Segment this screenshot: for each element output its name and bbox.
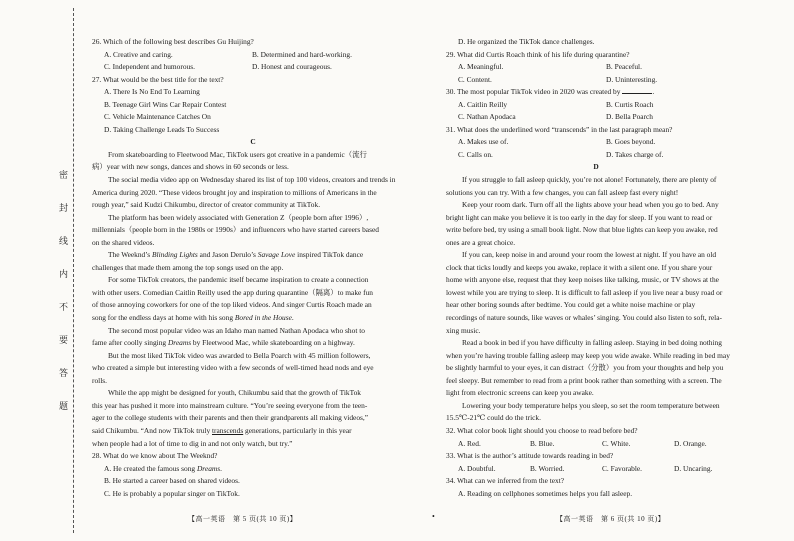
q33-options bbox=[446, 463, 746, 476]
q32-option-c[interactable]: C. White. bbox=[602, 438, 631, 448]
page-footer-right: 【高一英语 第 6 页(共 10 页)】 bbox=[556, 515, 666, 523]
q30-options-row2 bbox=[446, 111, 746, 124]
passage-d-line: Keep your room dark. Turn off all the lights above your head when you go to bed. Any bbox=[462, 200, 719, 210]
passage-d-line: solutions you can try. With a few changes, you can fall asleep fast every night! bbox=[446, 187, 679, 197]
text-run: A. He created the famous song bbox=[104, 463, 197, 473]
song-title: Savage Love bbox=[257, 250, 296, 260]
q32-option-b[interactable]: B. Blue. bbox=[530, 438, 555, 448]
q26-option-c[interactable]: C. Independent and humorous. bbox=[104, 62, 195, 72]
page-footer-left: 【高一英语 第 5 页(共 10 页)】 bbox=[188, 515, 298, 523]
passage-c-line: rough year,” said Kudzi Chikumbu, director of creator community at TikTok. bbox=[92, 200, 321, 210]
passage-c-line: The second most popular video was an Idaho man named Nathan Apodaca who shot to bbox=[108, 325, 365, 335]
q27-option-c[interactable]: C. Vehicle Maintenance Catches On bbox=[104, 112, 211, 122]
passage-d-line: write before bed, try using a small book light. Now that blue lights can keep you awake, red bbox=[446, 225, 718, 235]
q28-option-d[interactable]: D. He organized the TikTok dance challenges. bbox=[458, 37, 595, 46]
q31-options-row2 bbox=[446, 149, 746, 162]
passage-d-line: Read a book in bed if you have difficulty in falling asleep. Staying in bed doing nothing bbox=[462, 338, 722, 348]
q29-option-b[interactable]: B. Peaceful. bbox=[606, 62, 642, 72]
passage-c-line: with other users. Comedian Caitlin Reilly used the app during quarantine（隔离）to make fun bbox=[92, 287, 373, 297]
q28-option-c[interactable]: C. He is probably a popular singer on TikTok. bbox=[104, 488, 240, 498]
question-26: 26. Which of the following best describes Gu Huijing? bbox=[92, 37, 254, 46]
q30-options-row1 bbox=[446, 99, 746, 112]
passage-d-line: home with anyone else, request that they keep noises like talking, music, or TV shows at the bbox=[446, 275, 719, 285]
q29-option-d[interactable]: D. Uninteresting. bbox=[606, 74, 658, 84]
passage-c-line: For some TikTok creators, the pandemic itself became inspiration to create a connection bbox=[108, 275, 369, 285]
passage-d-line: be slightly harmful to your eyes, it can distract（分散）you from your thoughts and help you bbox=[446, 363, 724, 373]
question-27: 27. What would be the best title for the text? bbox=[92, 74, 224, 84]
text-run: . bbox=[291, 313, 294, 323]
q32-option-a[interactable]: A. Red. bbox=[458, 438, 481, 448]
q26-options-row2 bbox=[92, 61, 414, 74]
song-title: Dreams bbox=[196, 463, 221, 473]
center-dot: • bbox=[432, 512, 435, 521]
text-run: fame after coolly singing bbox=[92, 338, 168, 348]
answer-blank bbox=[622, 86, 655, 97]
question-33: 33. What is the author’s attitude towards reading in bed? bbox=[446, 451, 614, 461]
margin-warning: 密封线内不要答题 bbox=[58, 170, 68, 434]
q27-option-d[interactable]: D. Taking Challenge Leads To Success bbox=[104, 124, 220, 134]
q34-option-a[interactable]: A. Reading on cellphones sometimes helps you fall asleep. bbox=[458, 488, 633, 498]
passage-c-line: of those annoying coworkers for one of the top liked videos. And singer Curtis Roach made an bbox=[92, 300, 372, 310]
q27-option-a[interactable]: A. There Is No End To Learning bbox=[104, 87, 200, 97]
text-run: . bbox=[220, 463, 222, 473]
q31-option-d[interactable]: D. Takes charge of. bbox=[606, 149, 664, 159]
passage-d-line: If you struggle to fall asleep quickly, you’re not alone! Fortunately, there are plenty of bbox=[462, 175, 717, 185]
q26-option-d[interactable]: D. Honest and courageous. bbox=[252, 62, 332, 72]
passage-d-line: If you can, keep noise in and around your room the lowest at night. If you have an old bbox=[462, 250, 717, 260]
passage-c-line: when people had a lot of time to dig in and not only watch, but try.” bbox=[92, 438, 293, 448]
passage-c-line: who created a simple but interesting video with a few seconds of well-timed head nods and eye bbox=[92, 363, 374, 373]
passage-d-line: Lowering your body temperature helps you sleep, so set the room temperature between bbox=[462, 400, 720, 410]
seal-line bbox=[73, 8, 74, 533]
song-title: Dreams bbox=[167, 338, 192, 348]
passage-d-line: hear other boring sounds after bedtime. You could get a white noise machine or play bbox=[446, 300, 696, 310]
passage-c-line: rolls. bbox=[92, 375, 107, 385]
q28-option-a[interactable] bbox=[92, 463, 414, 476]
q29-options-row2 bbox=[446, 74, 746, 87]
passage-c-line: ager to the college students with their parents and then their grandparents all making videos,” bbox=[92, 413, 369, 423]
q26-options-row1 bbox=[92, 49, 414, 62]
passage-c-line: But the most liked TikTok video was awarded to Bella Poarch with 45 million followers, bbox=[108, 350, 371, 360]
q30-option-c[interactable]: C. Nathan Apodaca bbox=[458, 112, 516, 122]
right-column bbox=[446, 36, 746, 500]
q27-option-b[interactable]: B. Teenage Girl Wins Car Repair Contest bbox=[104, 99, 227, 109]
text-run: The Weeknd’s bbox=[108, 250, 153, 260]
passage-d-line: lowest while you are trying to sleep. It is difficult to fall asleep if you live near a busy road or bbox=[446, 287, 723, 297]
passage-d-line: 15.5℃-21℃ could do the trick. bbox=[446, 413, 541, 423]
section-c-heading: C bbox=[250, 137, 256, 147]
question-32: 32. What color book light should you choose to read before bed? bbox=[446, 425, 638, 435]
q30-option-a[interactable]: A. Caitlin Reilly bbox=[458, 99, 508, 109]
passage-c-line: The social media video app on Wednesday shared its list of top 100 videos, creators and trends in bbox=[108, 175, 396, 185]
binding-margin bbox=[0, 0, 80, 541]
passage-c-line: America during 2020. “These videos brought joy and inspiration to millions of Americans in the bbox=[92, 187, 377, 197]
text-run: generations, particularly in this year bbox=[243, 425, 352, 435]
q30-option-d[interactable]: D. Bella Poarch bbox=[606, 112, 653, 122]
left-column bbox=[92, 36, 414, 500]
text-run: 30. The most popular TikTok video in 2020 was created by bbox=[446, 87, 621, 97]
text-run: said Chikumbu. “And now TikTok truly bbox=[92, 425, 212, 435]
text-run: and Jason Derulo’s bbox=[197, 250, 258, 260]
q31-option-a[interactable]: A. Makes use of. bbox=[458, 137, 509, 147]
question-29: 29. What did Curtis Roach think of his life during quarantine? bbox=[446, 49, 630, 59]
passage-d-line: recordings of nature sounds, like waves or whales’ singing. You could also listen to soft, rela- bbox=[446, 313, 722, 323]
passage-c-line: From skateboarding to Fleetwood Mac, TikTok users got creative in a pandemic（流行 bbox=[108, 149, 367, 159]
passage-d-line: bright light can make you believe it is too early in the day for sleep. If you want to read or bbox=[446, 212, 713, 222]
q30-option-b[interactable]: B. Curtis Roach bbox=[606, 99, 654, 109]
q26-option-a[interactable]: A. Creative and caring. bbox=[104, 49, 173, 59]
q32-option-d[interactable]: D. Orange. bbox=[674, 438, 707, 448]
q31-options-row1 bbox=[446, 136, 746, 149]
passage-c-line bbox=[92, 337, 414, 350]
passage-d-line: xing music. bbox=[446, 325, 481, 335]
question-28: 28. What do we know about The Weeknd? bbox=[92, 451, 218, 461]
q29-option-c[interactable]: C. Content. bbox=[458, 74, 492, 84]
q32-options bbox=[446, 438, 746, 451]
passage-c-line bbox=[92, 249, 414, 262]
passage-c-line: 病）year with new songs, dances and shows in 60 seconds or less. bbox=[92, 162, 289, 172]
q28-option-b[interactable]: B. He started a career based on shared videos. bbox=[104, 476, 240, 486]
song-title: Blinding Lights bbox=[152, 250, 198, 260]
song-title: Bored in the House bbox=[234, 313, 292, 323]
q33-option-d[interactable]: D. Uncaring. bbox=[674, 463, 713, 473]
q33-option-c[interactable]: C. Favorable. bbox=[602, 463, 643, 473]
passage-c-line bbox=[92, 312, 414, 325]
question-31: 31. What does the underlined word “transcends” in the last paragraph mean? bbox=[446, 124, 673, 134]
passage-c-line bbox=[92, 425, 414, 438]
passage-c-line: While the app might be designed for youth, Chikumbu said that the growth of TikTok bbox=[108, 388, 361, 398]
passage-c-line: The platform has been widely associated with Generation Z（people born after 1996）, bbox=[108, 212, 369, 222]
q33-option-a[interactable]: A. Doubtful. bbox=[458, 463, 496, 473]
text-run: inspired TikTok dance bbox=[295, 250, 364, 260]
q33-option-b[interactable]: B. Worried. bbox=[530, 463, 565, 473]
passage-d-line: light from electronic screens can keep you awake. bbox=[446, 388, 594, 398]
text-run: . bbox=[652, 87, 655, 97]
passage-d-line: when you’re having trouble falling asleep may keep you wide awake. While reading in bed may bbox=[446, 350, 730, 360]
text-run: by Fleetwood Mac, while skateboarding on a highway. bbox=[191, 338, 355, 348]
passage-c-line: on the shared videos. bbox=[92, 237, 155, 247]
passage-c-line: millennials（people born in the 1980s or 1990s）and influencers who have started careers based bbox=[92, 225, 379, 235]
underlined-word: transcends bbox=[212, 425, 244, 435]
q29-options-row1 bbox=[446, 61, 746, 74]
q29-option-a[interactable]: A. Meaningful. bbox=[458, 62, 504, 72]
passage-d-line: ones are a great choice. bbox=[446, 237, 516, 247]
passage-d-line: feel sleepy. But remember to read from a print book rather than something with a screen. The bbox=[446, 375, 722, 385]
section-d-heading: D bbox=[593, 162, 599, 172]
q26-option-b[interactable]: B. Determined and hard-working. bbox=[252, 49, 352, 59]
q31-option-c[interactable]: C. Calls on. bbox=[458, 149, 493, 159]
passage-c-line: this year has pushed it more into mainstream culture. “You’re seeing everyone from the teen- bbox=[92, 400, 368, 410]
passage-c-line: challenges that made them among the top songs used on the app. bbox=[92, 262, 284, 272]
question-34: 34. What can we inferred from the text? bbox=[446, 476, 565, 486]
text-run: song for the endless days at home with his song bbox=[92, 313, 235, 323]
passage-d-line: clock that ticks loudly and keeps you awake, replace it with a silent one. If you share your bbox=[446, 262, 713, 272]
q31-option-b[interactable]: B. Goes beyond. bbox=[606, 137, 656, 147]
question-30 bbox=[446, 86, 746, 99]
